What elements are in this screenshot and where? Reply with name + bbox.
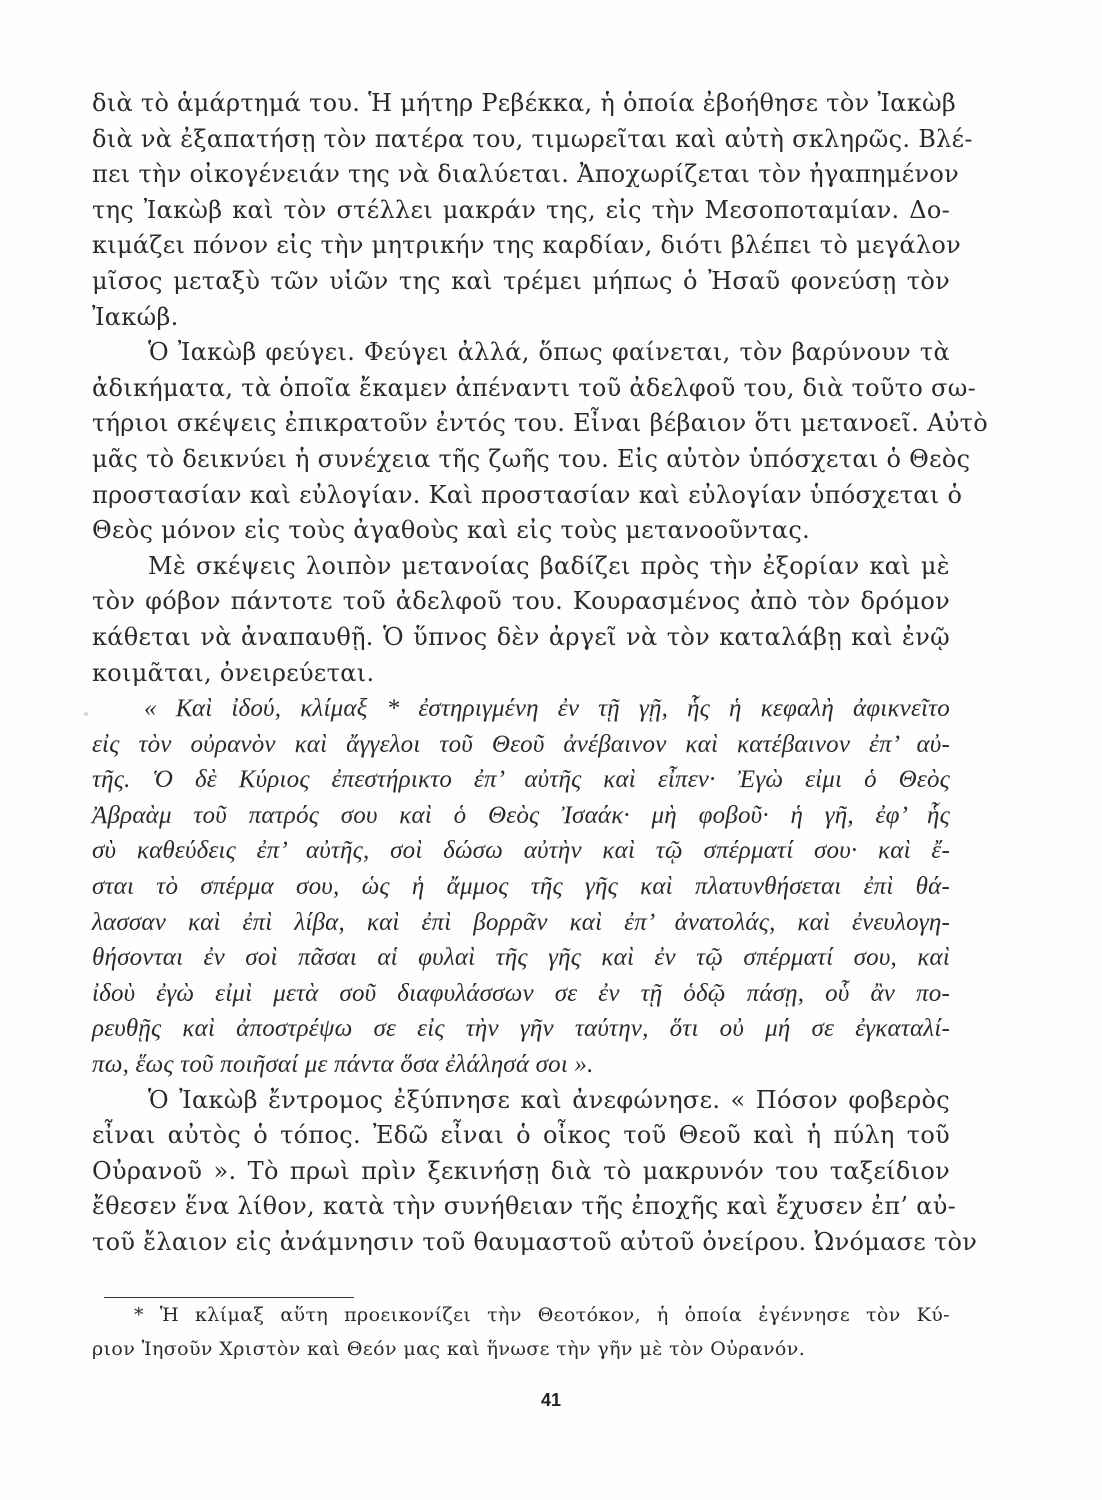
text-line: Μὲ σκέψεις λοιπὸν μετανοίας βαδίζει πρὸς τὴν ἐξορίαν καὶ μὲ [148,551,950,580]
paragraph-4 [92,1083,978,1261]
quote-line: εἰς τὸν οὐρανὸν καὶ ἄγγελοι τοῦ Θεοῦ ἀνέβαινον καὶ κατέβαινον ἐπ’ αὐ- [92,730,950,758]
quote-line: θήσονται ἐν σοὶ πᾶσαι αἱ φυλαὶ τῆς γῆς καὶ ἐν τῷ σπέρματί σου, καὶ [92,944,950,972]
quote-line: λασσαν καὶ ἐπὶ λίβα, καὶ ἐπὶ βορρᾶν καὶ ἐπ’ ἀνατολάς, καὶ ἐνευλογη- [92,908,950,936]
text-line: Ὁ Ἰακὼβ φεύγει. Φεύγει ἀλλά, ὅπως φαίνεται, τὸν βαρύνουν τὰ [148,338,950,367]
text-line: Ὁ Ἰακὼβ ἔντρομος ἐξύπνησε καὶ ἀνεφώνησε. « Πόσον φοβερὸς [148,1085,950,1114]
quote-line: ἰδοὺ ἐγὼ εἰμὶ μετὰ σοῦ διαφυλάσσων σε ἐν τῇ ὁδῷ πάσῃ, οὗ ἂν πο- [92,979,950,1007]
quote-line: « Καὶ ἰδού, κλίμαξ * ἐστηριγμένη ἐν τῇ γῇ, ἧς ἡ κεφαλὴ ἀφικνεῖτο [144,695,950,723]
quote-line: ρευθῇς καὶ ἀποστρέψω σε εἰς τὴν γῆν ταύτην, ὅτι οὐ μή σε ἐγκαταλί- [92,1015,950,1043]
text-line: διὰ τὸ ἁμάρτημά του. Ἡ μήτηρ Ρεβέκκα, ἡ ὁποία ἐβοήθησε τὸν Ἰακὼβ [92,89,957,117]
footnote-line: * Ἡ κλίμαξ αὕτη προεικονίζει τὴν Θεοτόκον, ἡ ὁποία ἐγέννησε τὸν Κύ- [134,1304,950,1326]
text-line: προστασίαν καὶ εὐλογίαν. Καὶ προστασίαν καὶ εὐλογίαν ὑπόσχεται ὁ [92,480,963,509]
text-line: εἶναι αὐτὸς ὁ τόπος. Ἐδῶ εἶναι ὁ οἶκος τοῦ Θεοῦ καὶ ἡ πύλη τοῦ [92,1121,950,1150]
text-line: ἀδικήματα, τὰ ὁποῖα ἔκαμεν ἀπέναντι τοῦ ἀδελφοῦ του, διὰ τοῦτο σω- [92,373,976,402]
quote-line: σὺ καθεύδεις ἐπ’ αὐτῆς, σοὶ δώσω αὐτὴν καὶ τῷ σπέρματί σου· καὶ ἔ- [92,837,950,865]
text-line: μῖσος μεταξὺ τῶν υἱῶν της καὶ τρέμει μήπως ὁ Ἠσαῦ φονεύσῃ τὸν [92,266,950,295]
text-line: ἔθεσεν ἕνα λίθον, κατὰ τὴν συνήθειαν τῆς ἐποχῆς καὶ ἔχυσεν ἐπ’ αὐ- [92,1192,957,1221]
quote-line: Ἀβραὰμ τοῦ πατρός σου καὶ ὁ Θεὸς Ἰσαάκ· μὴ φοβοῦ· ἡ γῆ, ἐφ’ ἧς [92,801,950,829]
paper-speck [84,712,88,716]
text-line: κοιμᾶται, ὀνειρεύεται. [92,658,375,687]
quote-line: σται τὸ σπέρμα σου, ὡς ἡ ἄμμος τῆς γῆς καὶ πλατυνθήσεται ἐπὶ θά- [92,873,950,901]
scripture-quotation [92,691,950,1083]
footnote [92,1298,950,1366]
text-line: Ἰακώβ. [92,302,179,331]
text-line: Θεὸς μόνον εἰς τοὺς ἀγαθοὺς καὶ εἰς τοὺς μετανοοῦντας. [92,516,811,545]
page-number: 41 [540,1390,562,1410]
text-line: κάθεται νὰ ἀναπαυθῇ. Ὁ ὕπνος δὲν ἀργεῖ νὰ τὸν καταλάβῃ καὶ ἐνῷ [92,622,950,651]
text-line: της Ἰακὼβ καὶ τὸν στέλλει μακράν της, εἰς τὴν Μεσοποταμίαν. Δο- [92,195,950,224]
paragraph-3 [92,549,950,691]
quote-line: πω, ἕως τοῦ ποιῆσαί με πάντα ὅσα ἐλάλησά σοι ». [92,1051,594,1079]
text-line: διὰ νὰ ἐξαπατήσῃ τὸν πατέρα του, τιμωρεῖται καὶ αὐτὴ σκληρῶς. Βλέ- [92,124,973,153]
text-line: μᾶς τὸ δεικνύει ἡ συνέχεια τῆς ζωῆς του. Εἰς αὐτὸν ὑπόσχεται ὁ Θεὸς [92,444,971,473]
footnote-line: ριον Ἰησοῦν Χριστὸν καὶ Θεόν μας καὶ ἥνωσε τὴν γῆν μὲ τὸν Οὐρανόν. [92,1338,806,1360]
text-line: κιμάζει πόνον εἰς τὴν μητρικήν της καρδίαν, διότι βλέπει τὸ μεγάλον [92,231,961,260]
text-line: τήριοι σκέψεις ἐπικρατοῦν ἐντός του. Εἶναι βέβαιον ὅτι μετανοεῖ. Αὐτὸ [92,409,988,438]
text-line: τοῦ ἔλαιον εἰς ἀνάμνησιν τοῦ θαυμαστοῦ αὐτοῦ ὀνείρου. Ὠνόμασε τὸν [92,1228,978,1256]
paragraph-1 [92,86,973,335]
paragraph-2 [92,335,988,549]
text-line: Οὐρανοῦ ». Τὸ πρωὶ πρὶν ξεκινήσῃ διὰ τὸ μακρυνόν του ταξείδιον [92,1156,950,1185]
main-text [92,86,988,1261]
quote-line: τῆς. Ὁ δὲ Κύριος ἐπεστήρικτο ἐπ’ αὐτῆς καὶ εἶπεν· Ἐγὼ εἰμι ὁ Θεὸς [92,766,950,794]
text-line: πει τὴν οἰκογένειάν της νὰ διαλύεται. Ἀποχωρίζεται τὸν ἠγαπημένον [92,160,960,189]
text-line: τὸν φόβον πάντοτε τοῦ ἀδελφοῦ του. Κουρασμένος ἀπὸ τὸν δρόμον [92,587,950,616]
